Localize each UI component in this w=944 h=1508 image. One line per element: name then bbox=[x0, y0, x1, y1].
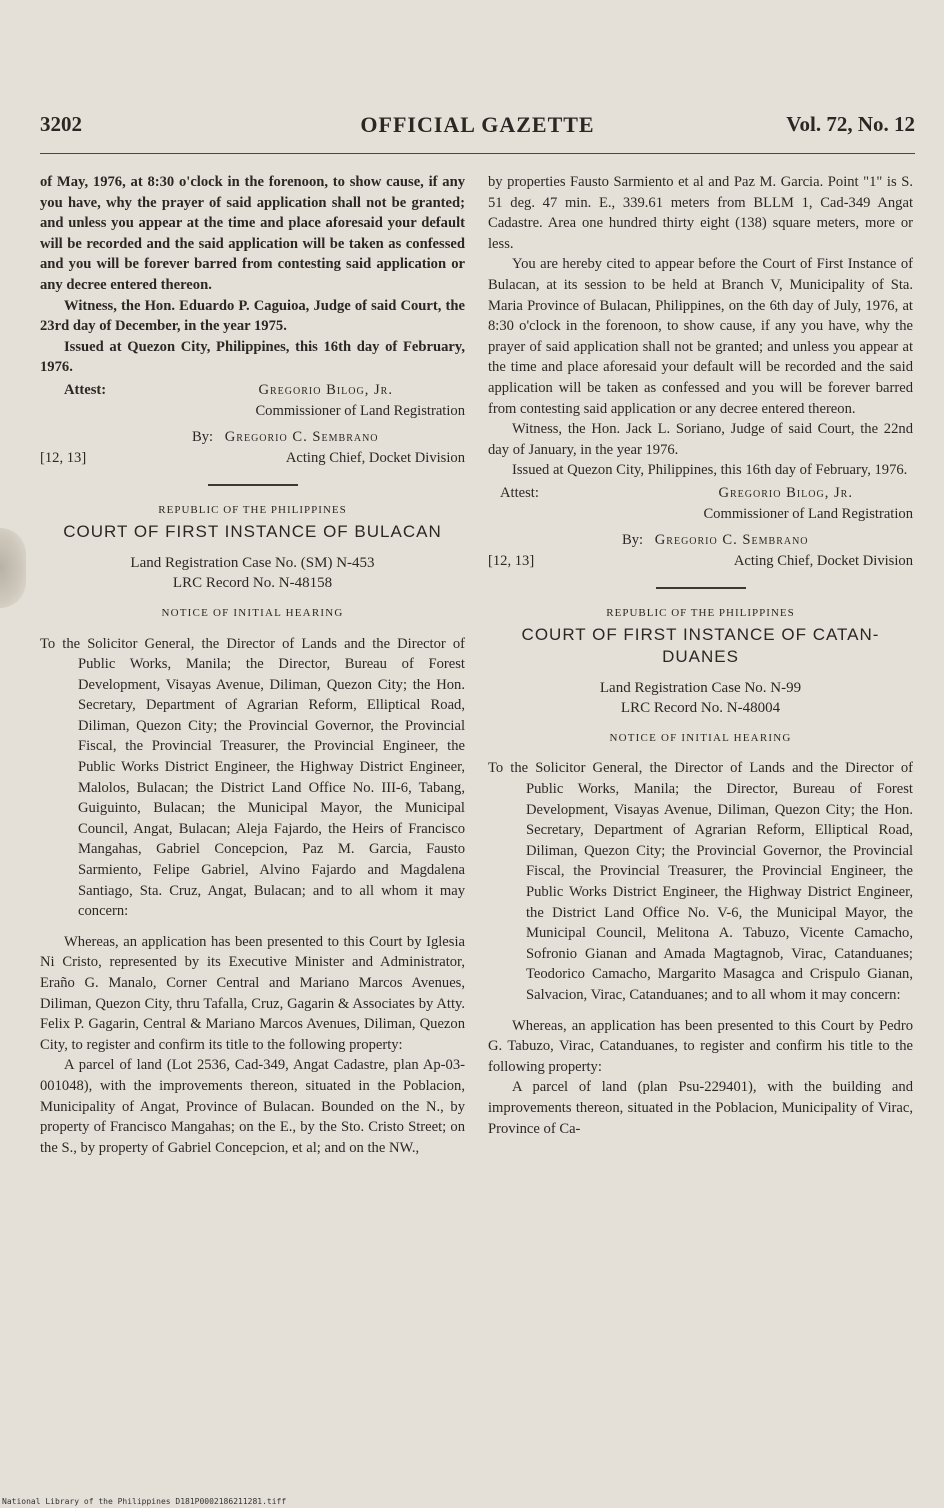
section-divider bbox=[208, 484, 298, 486]
notice-heading: NOTICE OF INITIAL HEARING bbox=[161, 606, 344, 619]
commissioner-name: Gregorio Bilog, Jr. bbox=[258, 381, 393, 398]
paragraph: You are hereby cited to appear before the Court of First Instance of Bulacan, at its session to be held at Branch V, Municipality of Sta. Maria Province of Bulacan, Philippines, on the 6th day of July, 1976, at 8:30 o'clock in the forenoon, to show cause, if any you have, why the prayer of said application shall not be granted; and unless you appear at the time and place aforesaid your default will be recorded and the said application will be taken as confessed and you will be forever barred from contesting said application or any decree entered thereon. bbox=[488, 256, 913, 417]
volume-number: Vol. 72, No. 12 bbox=[786, 112, 915, 136]
section-divider bbox=[656, 587, 746, 589]
attestation-block bbox=[488, 483, 913, 571]
lrc-number: LRC Record No. N-48004 bbox=[620, 699, 781, 716]
acting-name: Gregorio C. Sembrano bbox=[224, 429, 379, 446]
commissioner-title: Commissioner of Land Registration bbox=[703, 505, 913, 522]
commissioner-title: Commissioner of Land Registration bbox=[255, 402, 465, 419]
notice-heading: NOTICE OF INITIAL HEARING bbox=[609, 731, 792, 744]
attest-label: Attest: bbox=[64, 381, 107, 398]
page-header bbox=[40, 112, 915, 146]
paragraph: by properties Fausto Sarmiento et al and Paz M. Garcia. Point "1" is S. 51 deg. 47 min. E., 339.61 meters from BLLM 1, Cad-349 Angat Cadastre. Area one hundred thirty eight (138) square meters, more or less. bbox=[488, 174, 913, 252]
page-number: 3202 bbox=[40, 112, 82, 136]
paragraph: A parcel of land (Lot 2536, Cad-349, Angat Cadastre, plan Ap-03-001048), with the improvements thereon, situated in the Poblacion, Municipality of Angat, Province of Bulacan. Bounded on the N., by property of Francisco Mangahas; on the E., by the Sto. Cristo Street; on the S., by property of Gabriel Concepcion, et al; and on the NW., bbox=[40, 1057, 465, 1156]
acting-title: Acting Chief, Docket Division bbox=[285, 449, 465, 466]
commissioner-name: Gregorio Bilog, Jr. bbox=[718, 484, 853, 501]
issue-ref: [12, 13] bbox=[488, 552, 535, 569]
header-rule bbox=[40, 153, 915, 154]
issue-ref: [12, 13] bbox=[40, 449, 87, 466]
acting-name: Gregorio C. Sembrano bbox=[654, 532, 809, 549]
court-heading-cont: DUANES bbox=[662, 646, 739, 666]
attestation-block bbox=[40, 380, 465, 468]
by-label: By: bbox=[622, 532, 644, 549]
paragraph: Witness, the Hon. Eduardo P. Caguioa, Judge of said Court, the 23rd day of December, in the year 1975. bbox=[40, 297, 465, 335]
gazette-title: OFFICIAL GAZETTE bbox=[360, 112, 595, 137]
paragraph: of May, 1976, at 8:30 o'clock in the forenoon, to show cause, if any you have, why the prayer of said application shall not be granted; and unless you appear at the time and place aforesaid your default will be recorded and the said application will be taken as confessed and you will be forever barred from contesting said application or any decree entered thereon. bbox=[40, 174, 465, 293]
republic-heading: REPUBLIC OF THE PHILIPPINES bbox=[158, 504, 347, 517]
addressees: To the Solicitor General, the Director of Lands and the Director of Public Works, Manila; the Director, Bureau of Forest Development, Visayas Avenue, Diliman, Quezon City; the Hon. Secretary, Department of Agrarian Reform, Elliptical Road, Diliman, Quezon City; the Provincial Governor, the Provincial Fiscal, the Provincial Treasurer, the Provincial Engineer, the Public Works District Engineer, the Highway District Engineer, the District Land Office No. V-6, the Municipal Mayor, the Municipal Council, Melitona A. Tabuzo, Vicente Camacho, Sofronio Gianan and Amada Magtagnob, Virac, Catanduanes; Teodorico Camacho, Margarito Masagca and Crispulo Gianan, Salvacion, Virac, Catanduanes; and to all whom it may concern: bbox=[488, 760, 913, 1003]
by-label: By: bbox=[192, 429, 214, 446]
addressees: To the Solicitor General, the Director of Lands and the Director of Public Works, Manila; the Director, Bureau of Forest Development, Visayas Avenue, Diliman, Quezon City; the Hon. Secretary, Department of Agrarian Reform, Elliptical Road, Diliman, Quezon City; the Provincial Governor, the Provincial Fiscal, the Provincial Treasurer, the Provincial Engineer, the Public Works District Engineer, the Highway District Engineer, Malolos, Bulacan; the District Land Office No. III-6, Tabang, Guiguinto, Bulacan; the Municipal Mayor, the Municipal Council, Angat, Bulacan; Aleja Fajardo, the Heirs of Francisco Mangahas, Gabriel Concepcion, Paz M. Garcia, Fausto Sarmiento, Felipe Gabriel, Alvino Fajardo and Magdalena Santiago, Sta. Cruz, Angat, Bulacan; and to all whom it may concern: bbox=[40, 635, 465, 920]
acting-title: Acting Chief, Docket Division bbox=[733, 552, 913, 569]
attest-label: Attest: bbox=[500, 484, 539, 501]
paragraph: A parcel of land (plan Psu-229401), with the building and improvements thereon, situated in the Poblacion, Municipality of Virac, Province of Ca- bbox=[488, 1079, 913, 1137]
paragraph: Whereas, an application has been presented to this Court by Iglesia Ni Cristo, represented by its Executive Minister and Administrator, Eraño G. Manalo, Corner Central and Mariano Marcos Avenues, Diliman, Quezon City, thru Tafalla, Cruz, Gagarin & Associates by Atty. Felix P. Gagarin, Central & Mariano Marcos Avenues, Diliman, Quezon City, to register and confirm its title to the following property: bbox=[40, 933, 465, 1053]
paragraph: Issued at Quezon City, Philippines, this 16th day of February, 1976. bbox=[40, 338, 465, 376]
paragraph: Whereas, an application has been presented to this Court by Pedro G. Tabuzo, Virac, Catanduanes, to register and confirm his title to the following property: bbox=[488, 1017, 913, 1075]
case-number: Land Registration Case No. N-99 bbox=[599, 679, 802, 696]
court-heading: COURT OF FIRST INSTANCE OF CATAN- bbox=[521, 624, 880, 644]
paragraph: Issued at Quezon City, Philippines, this 16th day of February, 1976. bbox=[512, 462, 908, 479]
republic-heading: REPUBLIC OF THE PHILIPPINES bbox=[606, 607, 795, 620]
right-column bbox=[488, 172, 913, 1139]
case-number: Land Registration Case No. (SM) N-453 bbox=[130, 554, 375, 571]
paragraph: Witness, the Hon. Jack L. Soriano, Judge of said Court, the 22nd day of January, in the year 1976. bbox=[488, 421, 913, 458]
left-column bbox=[40, 172, 465, 1158]
paper-stain bbox=[0, 528, 26, 608]
court-heading: COURT OF FIRST INSTANCE OF BULACAN bbox=[63, 521, 442, 541]
scan-footer: National Library of the Philippines D181P0002186211281.tiff bbox=[2, 1497, 287, 1506]
lrc-number: LRC Record No. N-48158 bbox=[172, 574, 333, 591]
